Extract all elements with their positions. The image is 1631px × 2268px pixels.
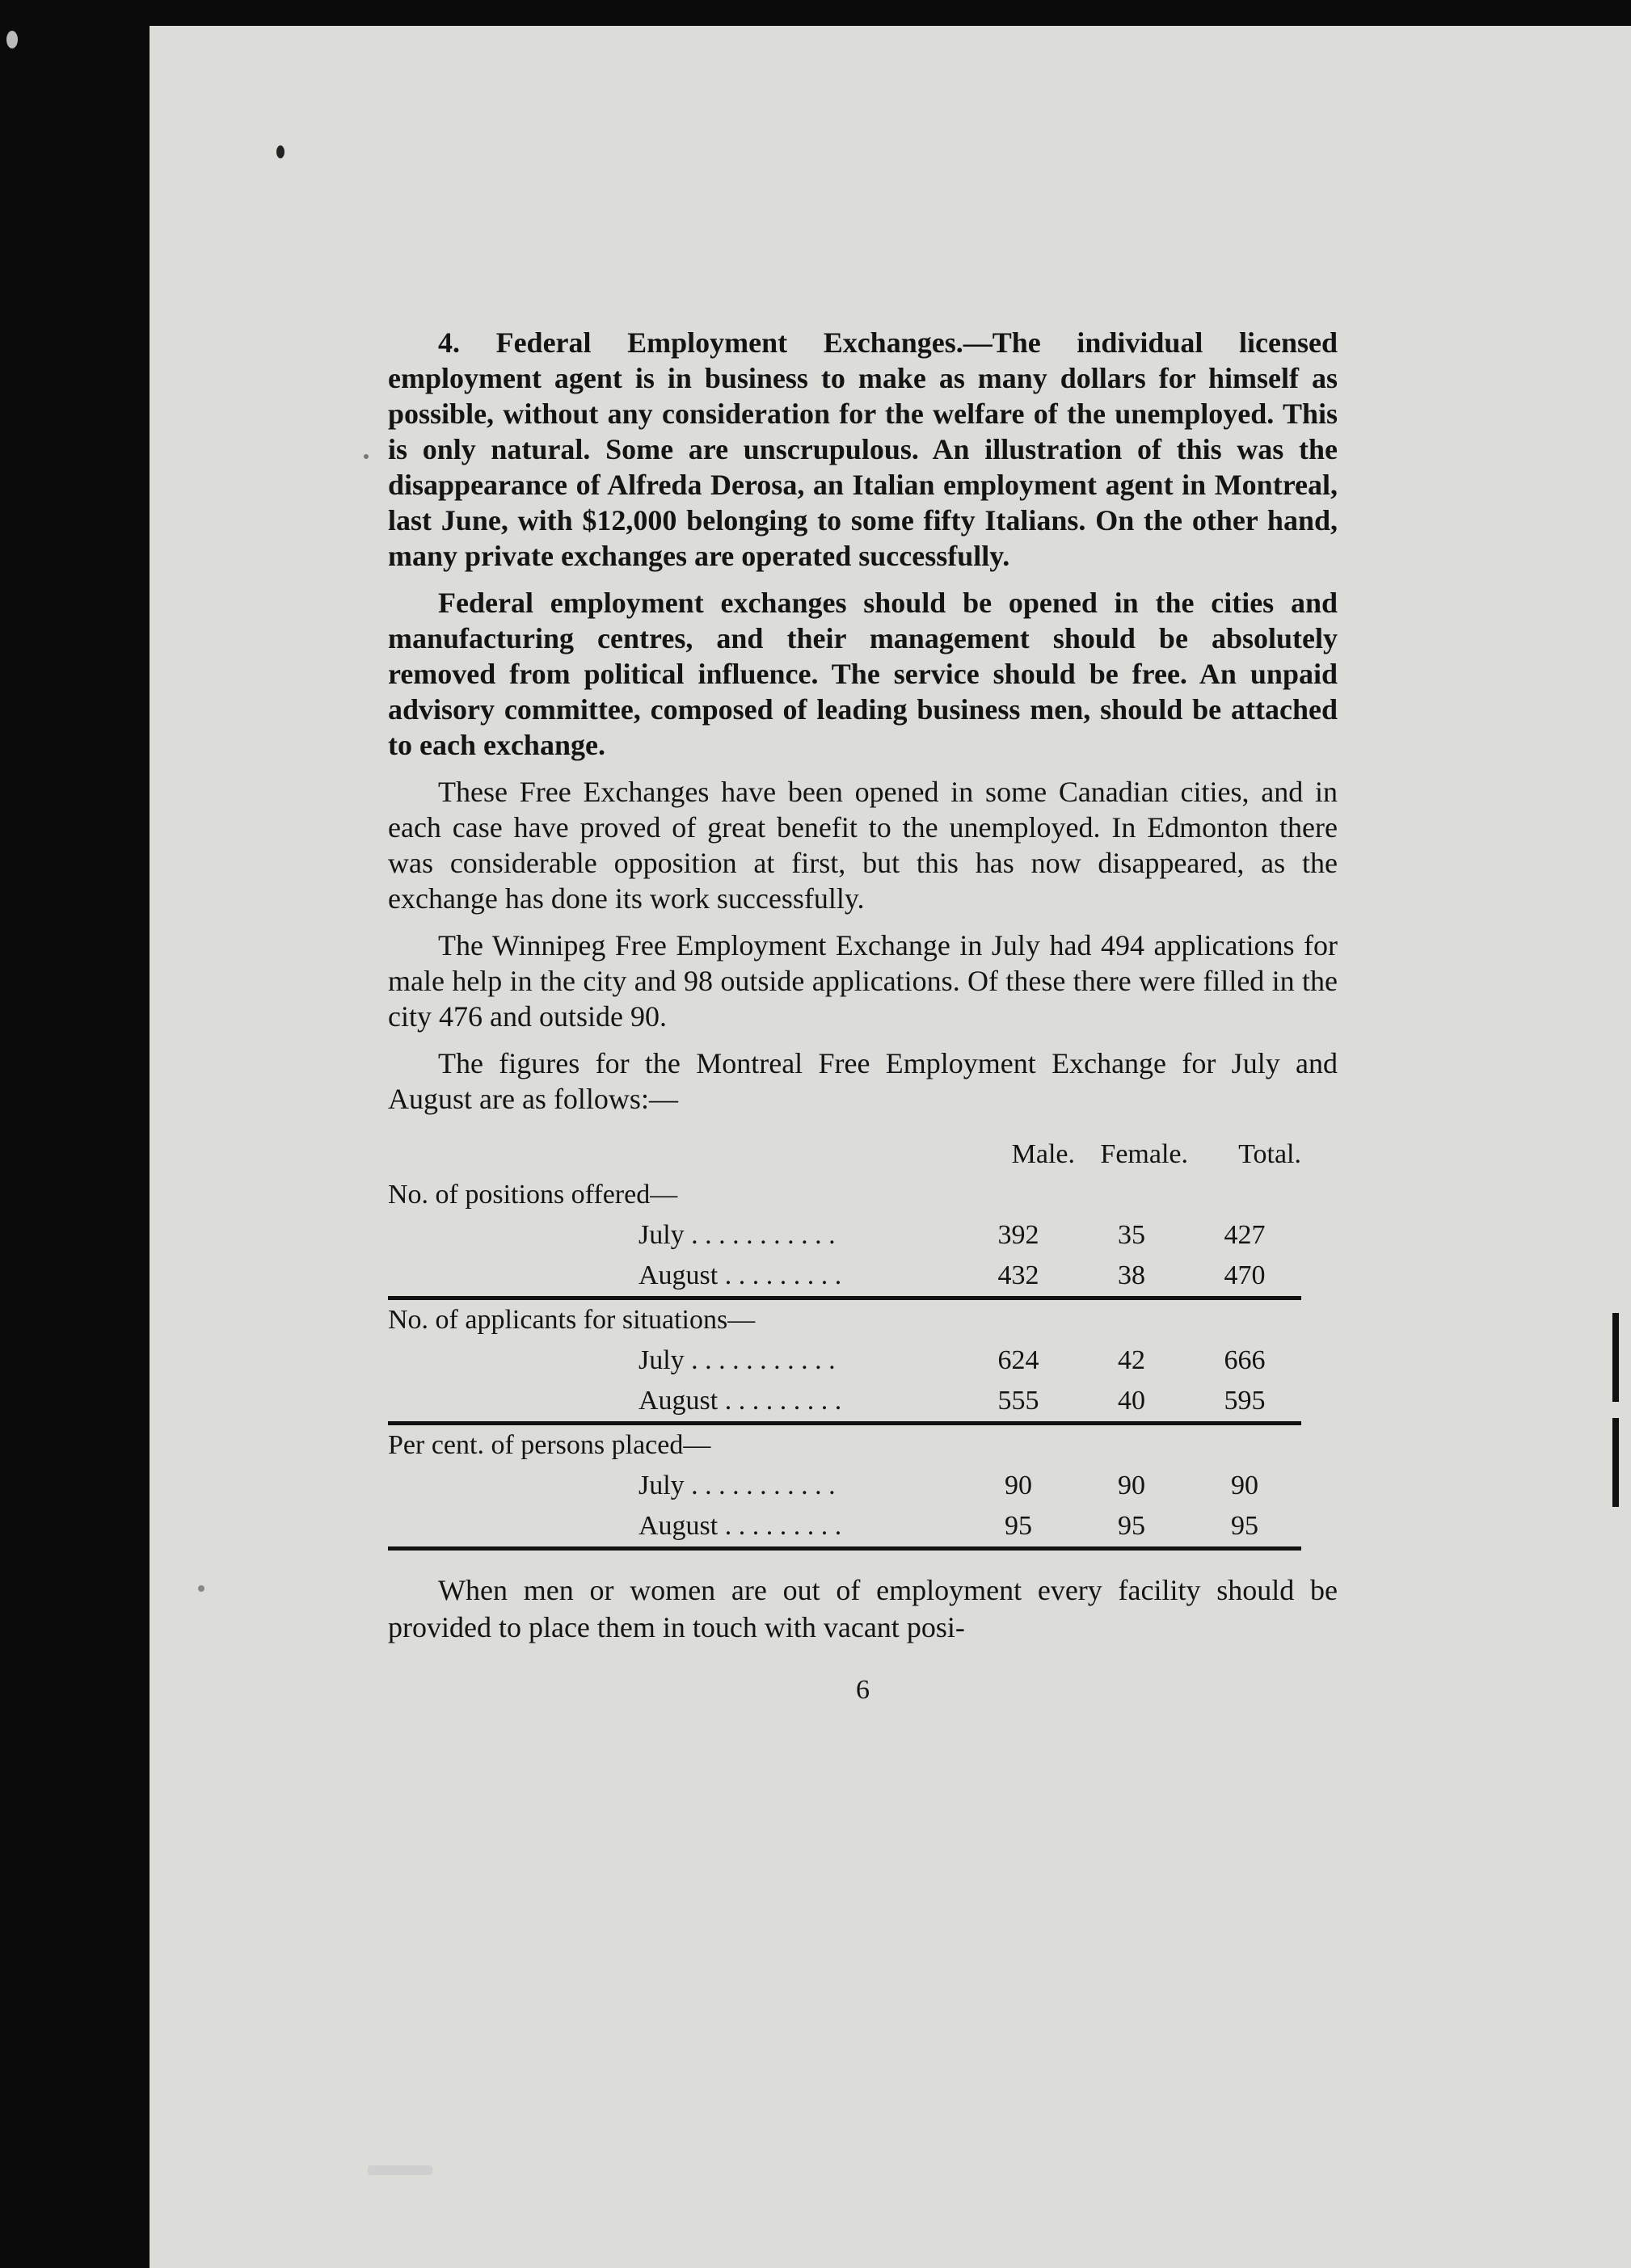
- cell-female: 35: [1118, 1220, 1145, 1250]
- section-title-applicants: No. of applicants for situations—: [388, 1305, 756, 1335]
- cell-female: 95: [1075, 1506, 1188, 1549]
- paragraph-montreal-intro: The figures for the Montreal Free Employment Exchange for July and August are as follows:—: [388, 1047, 1338, 1115]
- cell-male: 432: [962, 1256, 1075, 1298]
- cell-male: 624: [997, 1345, 1039, 1375]
- row-label: August . . . . . . . . .: [388, 1506, 962, 1549]
- table-section-title: [388, 1298, 1301, 1341]
- cell-male: 555: [962, 1381, 1075, 1424]
- table-header-row: [388, 1134, 1301, 1175]
- row-label: July . . . . . . . . . . .: [638, 1220, 836, 1250]
- scan-speck: [368, 2165, 432, 2175]
- scan-speck: [276, 145, 284, 158]
- table-row: [388, 1256, 1301, 1298]
- paragraph-federal-recommendation: Federal employment exchanges should be opened in the cities and manufacturing centres, and their management should be absolutely removed from political influence. The service should be free. An unpaid advisory committee, composed of leading business men, should be attached to each exchange.: [388, 587, 1338, 761]
- cell-total: 427: [1224, 1220, 1266, 1250]
- cell-female: 38: [1075, 1256, 1188, 1298]
- scan-speck: [198, 1585, 204, 1592]
- cell-total: 470: [1188, 1256, 1301, 1298]
- column-header-male: Male.: [1011, 1139, 1075, 1169]
- cell-male: 392: [997, 1220, 1039, 1250]
- row-label: August . . . . . . . . .: [388, 1381, 962, 1424]
- table-section-title: [388, 1424, 1301, 1466]
- cell-total: 595: [1188, 1381, 1301, 1424]
- cell-total: 95: [1188, 1506, 1301, 1549]
- scan-edge-mark: [1612, 1313, 1619, 1402]
- column-header-total: Total.: [1238, 1139, 1301, 1169]
- cell-male: 95: [962, 1506, 1075, 1549]
- section-title-placed: Per cent. of persons placed—: [388, 1430, 711, 1460]
- table-row: [388, 1381, 1301, 1424]
- cell-total: 90: [1231, 1471, 1258, 1500]
- cell-male: 90: [1005, 1471, 1032, 1500]
- table-row: [388, 1506, 1301, 1549]
- paragraph-winnipeg: The Winnipeg Free Employment Exchange in July had 494 applications for male help in the city and 98 outside applications. Of these there were filled in the city 476 and outside 90.: [388, 929, 1338, 1033]
- paragraph-free-exchanges: These Free Exchanges have been opened in some Canadian cities, and in each case have proved of great benefit to the unemployed. In Edmonton there was considerable opposition at first, but this has now disappeared, as the exchange has done its work successfully.: [388, 776, 1338, 915]
- scan-speck: [364, 454, 369, 459]
- scanned-page: [150, 26, 1631, 2268]
- table-row: [388, 1340, 1301, 1381]
- paragraph-federal-exchanges: [388, 325, 1338, 574]
- scan-speck: [6, 31, 18, 48]
- row-label: August . . . . . . . . .: [388, 1256, 962, 1298]
- section-heading: 4. Federal Employment Exchanges.—: [438, 326, 993, 359]
- montreal-exchange-table: [388, 1134, 1301, 1551]
- table-section-title: [388, 1175, 1301, 1215]
- closing-paragraph: When men or women are out of employment every facility should be provided to place them in touch with vacant posi-: [388, 1574, 1338, 1643]
- row-label: July . . . . . . . . . . .: [638, 1471, 836, 1500]
- page-number: 6: [856, 1675, 870, 1705]
- section-title-positions: No. of positions offered—: [388, 1180, 678, 1210]
- cell-female: 40: [1075, 1381, 1188, 1424]
- scan-edge-mark: [1612, 1418, 1619, 1507]
- table-row: [388, 1215, 1301, 1256]
- cell-total: 666: [1224, 1345, 1266, 1375]
- page-content: [388, 325, 1338, 1706]
- cell-female: 90: [1118, 1471, 1145, 1500]
- paragraph-text: The individual licensed employment agent is in business to make as many dollars for himself as possible, without any consideration for the welfare of the unemployed. This is only natural. Some are unscrupulous. An illustration of this was the disappearance of Alfreda Derosa, an Italian employment agent in Montreal, last June, with $12,000 belonging to some fifty Italians. On the other hand, many private exchanges are operated successfully.: [388, 326, 1338, 572]
- row-label: July . . . . . . . . . . .: [638, 1345, 836, 1375]
- cell-female: 42: [1118, 1345, 1145, 1375]
- table-row: [388, 1466, 1301, 1506]
- column-header-female: Female.: [1100, 1139, 1188, 1169]
